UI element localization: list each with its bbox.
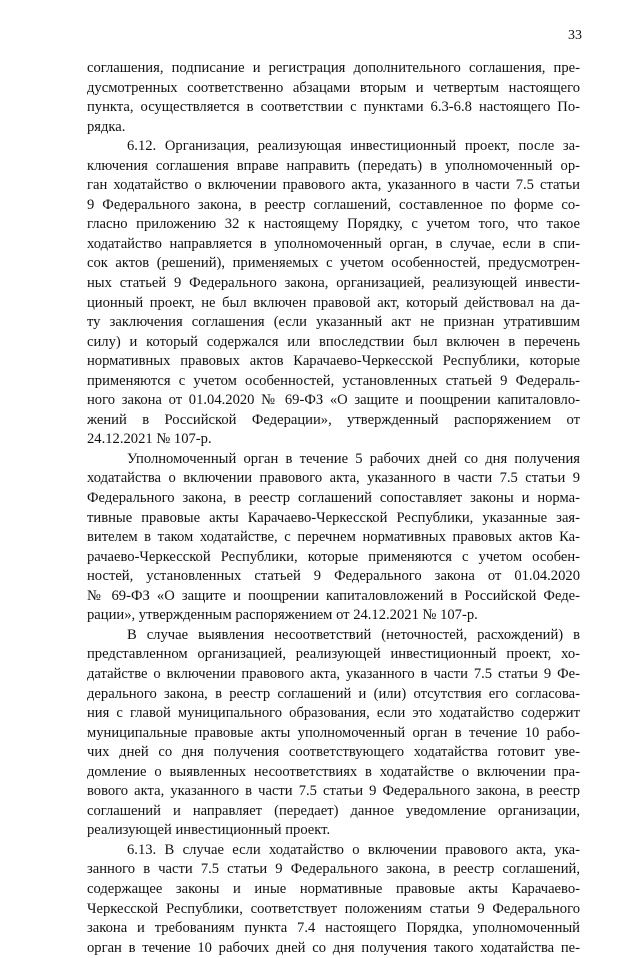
text-line: ного закона от 01.04.2020 № 69-ФЗ «О защите и поощрении капиталовло- (87, 392, 580, 409)
text-line: гласно приложению 32 к настоящему Порядку, с учетом того, что такое (87, 216, 580, 233)
text-line: ключения соглашения вправе направить (передать) в уполномоченный ор- (87, 157, 580, 174)
text-line: силу) и который содержался или впоследствии был включен в перечень (87, 333, 580, 350)
text-line: дерального закона, в реестр соглашений и (или) отсутствия его согласова- (87, 685, 580, 702)
text-line: реализующей инвестиционный проект. (87, 822, 331, 839)
text-line: датайстве о включении правового акта, указанного в части 7.5 статьи 9 Фе- (87, 665, 580, 682)
text-line: занного в части 7.5 статьи 9 Федерального закона, в реестр соглашений, (87, 861, 580, 878)
text-line: Федерального закона, в реестр соглашений сопоставляет законы и норма- (87, 490, 580, 507)
text-line: ния с главой муниципального образования, если это ходатайство содержит (87, 705, 580, 722)
text-line: 9 Федерального закона, в реестр соглашений, составленное по форме со- (87, 196, 580, 213)
text-line: нормативных правовых актов Карачаево-Черкесской Республики, которые (87, 353, 580, 370)
text-line: ных статьей 9 Федерального закона, организацией, реализующей инвести- (87, 275, 580, 292)
text-line: В случае выявления несоответствий (неточностей, расхождений) в (127, 626, 580, 643)
text-line: вового акта, указанного в части 7.5 статьи 9 Федерального закона, в реестр (87, 783, 580, 800)
text-line: закона и требованиям пункта 7.4 настоящего Порядка, уполномоченный (87, 920, 580, 937)
text-line: вителем в таком ходатайстве, с перечнем нормативных правовых актов Ка- (87, 529, 580, 546)
text-line: ходатайство направляется в уполномоченный орган, в случае, если в спи- (87, 235, 580, 252)
text-line: 24.12.2021 № 107-р. (87, 431, 212, 448)
text-line: пункта, осуществляется в соответствии с пунктами 6.3-6.8 настоящего По- (87, 99, 580, 116)
document-body-text (87, 59, 580, 958)
text-line: жений в Российской Федерации», утвержденный распоряжением от (87, 411, 580, 428)
text-line: муниципальные правовые акты уполномоченный орган в течение 10 рабо- (87, 724, 580, 741)
text-line: ган ходатайство о включении правового акта, указанного в части 7.5 статьи (87, 177, 580, 194)
text-line: ностей, установленных статьей 9 Федерального закона от 01.04.2020 (87, 568, 580, 585)
text-line: рации», утвержденным распоряжением от 24.12.2021 № 107-р. (87, 607, 478, 624)
text-line: сок актов (решений), применяемых с учетом особенностей, предусмотрен- (87, 255, 580, 272)
page-number: 33 (568, 28, 582, 43)
text-line: Черкесской Республики, соответствует положениям статьи 9 Федерального (87, 900, 580, 917)
text-line: ционный проект, не был включен правовой акт, который действовал на да- (87, 294, 580, 311)
text-line: рядка. (87, 118, 126, 135)
text-line: содержащее законы и иные нормативные правовые акты Карачаево- (87, 880, 580, 897)
text-line: чих дней со дня получения соответствующего ходатайства готовит уве- (87, 744, 580, 761)
text-line: домление о выявленных несоответствиях в ходатайстве о включении пра- (87, 763, 580, 780)
text-line: рачаево-Черкесской Республики, которые применяются с учетом особен- (87, 548, 580, 565)
text-line: № 69-ФЗ «О защите и поощрении капиталовложений в Российской Феде- (87, 587, 580, 604)
text-line: представленном организацией, реализующей инвестиционный проект, хо- (87, 646, 580, 663)
text-line: соглашения, подписание и регистрация дополнительного соглашения, пре- (87, 60, 580, 76)
text-line: 6.13. В случае если ходатайство о включении правового акта, ука- (127, 841, 580, 858)
text-line: тивные правовые акты Карачаево-Черкесской Республики, указанные зая- (87, 509, 580, 526)
text-line: 6.12. Организация, реализующая инвестиционный проект, после за- (127, 138, 580, 155)
text-line: дусмотренных соответственно абзацами вторым и четвертым настоящего (87, 79, 580, 96)
text-line: применяются с учетом особенностей, установленных статьей 9 Федераль- (87, 372, 580, 389)
text-line: ходатайства о включении правового акта, указанного в части 7.5 статьи 9 (87, 470, 580, 487)
text-line: ту заключения соглашения (если указанный акт не признан утратившим (87, 314, 580, 331)
text-line: орган в течение 10 рабочих дней со дня получения такого ходатайства пе- (87, 939, 580, 956)
text-line: Уполномоченный орган в течение 5 рабочих дней со дня получения (127, 450, 580, 467)
text-line: соглашений и направляет (передает) данное уведомление организации, (87, 802, 580, 819)
